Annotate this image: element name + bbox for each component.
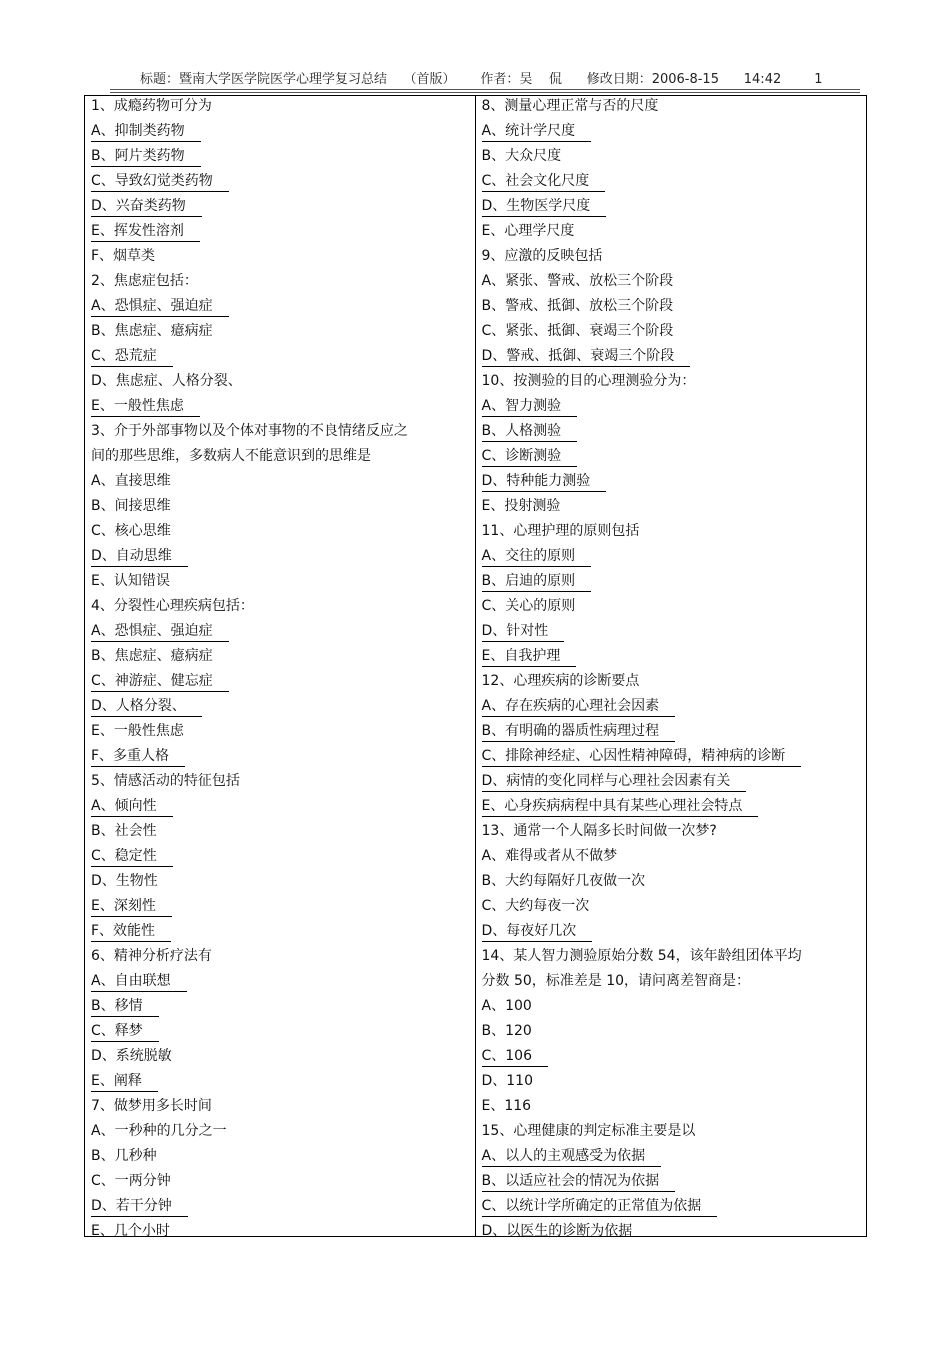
answer-option-marked [482, 921, 867, 946]
answer-option-marked [482, 771, 867, 796]
line-text: A、紧张、警戒、放松三个阶段 [481, 273, 674, 289]
line-text: 10、按测验的目的心理测验分为： [481, 373, 696, 389]
line-text: E、自我护理 [482, 646, 577, 667]
answer-option [482, 1096, 867, 1121]
line-text: D、特种能力测验 [482, 471, 607, 492]
line-text: 2、焦虑症包括： [91, 273, 198, 289]
line-text: A、恐惧症、强迫症 [91, 296, 229, 317]
line-text: 15、心理健康的判定标准主要是以 [481, 1123, 696, 1139]
answer-option [91, 521, 475, 546]
answer-option-marked [91, 1196, 475, 1221]
line-text: B、警戒、抵御、放松三个阶段 [481, 298, 674, 314]
answer-option-marked [91, 171, 475, 196]
line-text: B、阿片类药物 [91, 146, 201, 167]
line-text: C、紧张、抵御、衰竭三个阶段 [481, 323, 674, 339]
answer-option-marked [91, 346, 475, 371]
answer-option-marked [91, 996, 475, 1021]
line-text: 1、成瘾药物可分为 [91, 98, 212, 114]
line-text: B、社会性 [91, 823, 157, 839]
answer-option [91, 871, 475, 896]
answer-option-marked [91, 846, 475, 871]
answer-option [482, 971, 867, 996]
line-text: E、一般性焦虑 [91, 396, 200, 417]
answer-option-marked [482, 546, 867, 571]
line-text: 7、做梦用多长时间 [91, 1098, 212, 1114]
line-text: B、大众尺度 [481, 148, 562, 164]
line-text: C、排除神经症、心因性精神障碍，精神病的诊断 [482, 746, 802, 767]
answer-option-marked [91, 896, 475, 921]
answer-option-marked [91, 971, 475, 996]
line-text: 5、情感活动的特征包括 [91, 773, 240, 789]
answer-option-marked [91, 921, 475, 946]
answer-option-marked [91, 1021, 475, 1046]
answer-option [91, 371, 475, 396]
line-text: 6、精神分析疗法有 [91, 948, 212, 964]
answer-option [91, 721, 475, 746]
line-text: D、生物医学尺度 [482, 196, 607, 217]
line-text: D、警戒、抵御、衰竭三个阶段 [482, 346, 691, 367]
line-text: D、110 [481, 1073, 534, 1089]
right-column [476, 96, 867, 1239]
line-text: E、阐释 [91, 1071, 158, 1092]
line-text: D、焦虑症、人格分裂、 [91, 373, 242, 389]
line-text: B、焦虑症、癔病症 [91, 648, 213, 664]
answer-option [482, 996, 867, 1021]
line-text: B、120 [481, 1023, 532, 1039]
answer-option [91, 821, 475, 846]
answer-option-marked [91, 396, 475, 421]
line-text: B、焦虑症、癔病症 [91, 323, 213, 339]
line-text: D、兴奋类药物 [91, 196, 202, 217]
question-line [482, 1121, 867, 1146]
line-text: B、移情 [91, 996, 159, 1017]
question-table [84, 95, 867, 1237]
question-line [482, 521, 867, 546]
line-text: C、释梦 [91, 1021, 159, 1042]
line-text: C、核心思维 [91, 523, 171, 539]
question-line [91, 271, 475, 296]
line-text: D、针对性 [482, 621, 565, 642]
answer-option-marked [482, 1196, 867, 1221]
line-text: A、自由联想 [91, 971, 187, 992]
line-text: D、生物性 [91, 873, 158, 889]
answer-option-marked [91, 296, 475, 321]
line-text: 13、通常一个人隔多长时间做一次梦? [481, 823, 717, 839]
answer-option [91, 321, 475, 346]
line-text: E、116 [481, 1098, 532, 1114]
line-text: A、100 [481, 998, 532, 1014]
line-text: A、抑制类药物 [91, 121, 201, 142]
line-text: C、一两分钟 [91, 1173, 171, 1189]
answer-option-marked [482, 721, 867, 746]
answer-option-marked [91, 1071, 475, 1096]
answer-option-marked [91, 221, 475, 246]
answer-option-marked [482, 1171, 867, 1196]
answer-option [91, 1171, 475, 1196]
line-text: A、交往的原则 [482, 546, 592, 567]
answer-option-marked [482, 1146, 867, 1171]
answer-option [91, 496, 475, 521]
line-text: C、社会文化尺度 [482, 171, 606, 192]
header-rule [110, 89, 860, 90]
question-line [91, 1096, 475, 1121]
line-text: 14、某人智力测验原始分数 54，该年龄组团体平均 [481, 948, 802, 964]
line-text: E、心理学尺度 [481, 223, 575, 239]
line-text: E、投射测验 [481, 498, 561, 514]
answer-option-marked [482, 746, 867, 771]
answer-option [482, 596, 867, 621]
line-text: C、大约每夜一次 [481, 898, 590, 914]
line-text: C、关心的原则 [481, 598, 576, 614]
line-text: A、智力测验 [482, 396, 578, 417]
line-text: A、倾向性 [91, 796, 173, 817]
line-text: C、稳定性 [91, 846, 173, 867]
line-text: C、以统计学所确定的正常值为依据 [482, 1196, 718, 1217]
line-text: B、人格测验 [482, 421, 578, 442]
line-text: A、直接思维 [91, 473, 171, 489]
answer-option-marked [482, 1046, 867, 1071]
line-text: E、认知错误 [91, 573, 170, 589]
answer-option-marked [482, 621, 867, 646]
line-text: A、存在疾病的心理社会因素 [482, 696, 676, 717]
question-line [91, 771, 475, 796]
line-text: D、以医生的诊断为依据 [481, 1223, 633, 1239]
answer-option [91, 1121, 475, 1146]
line-text: D、系统脱敏 [91, 1048, 172, 1064]
question-line [91, 421, 475, 446]
left-column [85, 96, 476, 1239]
answer-option [91, 1046, 475, 1071]
question-line [91, 596, 475, 621]
answer-option-marked [91, 546, 475, 571]
answer-option-marked [91, 196, 475, 221]
answer-option [91, 1146, 475, 1171]
header-author: 作者：吴 侃 [480, 72, 562, 87]
answer-option [482, 321, 867, 346]
line-text: E、几个小时 [91, 1223, 170, 1239]
question-line [482, 246, 867, 271]
question-line [91, 96, 475, 121]
line-text: B、以适应社会的情况为依据 [482, 1171, 676, 1192]
line-text: F、多重人格 [91, 746, 185, 767]
answer-option-marked [91, 146, 475, 171]
answer-option [91, 246, 475, 271]
line-text: A、恐惧症、强迫症 [91, 621, 229, 642]
line-text: C、106 [482, 1046, 549, 1067]
answer-option [482, 871, 867, 896]
answer-option-marked [482, 421, 867, 446]
answer-option-marked [482, 796, 867, 821]
page-header [140, 68, 823, 87]
answer-option-marked [482, 171, 867, 196]
line-text: B、有明确的器质性病理过程 [482, 721, 676, 742]
answer-option [482, 846, 867, 871]
answer-option [482, 496, 867, 521]
header-date: 修改日期：2006-8-15 [586, 72, 719, 87]
line-text: E、深刻性 [91, 896, 172, 917]
line-text: B、大约每隔好几夜做一次 [481, 873, 646, 889]
line-text: D、病情的变化同样与心理社会因素有关 [482, 771, 747, 792]
answer-option [482, 1071, 867, 1096]
line-text: D、每夜好几次 [482, 921, 593, 942]
answer-option [482, 1221, 867, 1246]
answer-option [482, 271, 867, 296]
line-text: B、间接思维 [91, 498, 171, 514]
header-edition: （首版） [403, 72, 456, 87]
line-text: D、人格分裂、 [91, 696, 202, 717]
question-line [482, 96, 867, 121]
answer-option-marked [482, 121, 867, 146]
line-text: A、统计学尺度 [482, 121, 592, 142]
line-text: 间的那些思维，多数病人不能意识到的思维是 [91, 448, 371, 464]
line-text: 11、心理护理的原则包括 [481, 523, 640, 539]
header-time: 14:42 [743, 72, 782, 87]
answer-option-marked [91, 121, 475, 146]
line-text: D、若干分钟 [91, 1196, 188, 1217]
line-text: E、挥发性溶剂 [91, 221, 200, 242]
answer-option-marked [482, 346, 867, 371]
line-text: A、难得或者从不做梦 [481, 848, 618, 864]
answer-option [482, 1021, 867, 1046]
line-text: C、神游症、健忘症 [91, 671, 229, 692]
line-text: D、自动思维 [91, 546, 188, 567]
question-line [482, 671, 867, 696]
answer-option-marked [482, 646, 867, 671]
question-line [482, 946, 867, 971]
answer-option-marked [91, 796, 475, 821]
answer-option-marked [91, 621, 475, 646]
line-text: B、启迪的原则 [482, 571, 592, 592]
line-text: E、一般性焦虑 [91, 723, 184, 739]
answer-option [91, 471, 475, 496]
answer-option [91, 646, 475, 671]
line-text: F、效能性 [91, 921, 171, 942]
line-text: A、一秒种的几分之一 [91, 1123, 227, 1139]
answer-option-marked [91, 746, 475, 771]
answer-option [482, 146, 867, 171]
question-line [482, 371, 867, 396]
header-title: 标题：暨南大学医学院医学心理学复习总结 [140, 72, 388, 87]
answer-option [482, 221, 867, 246]
line-text: 分数 50，标准差是 10，请问离差智商是： [481, 973, 751, 989]
line-text: 8、测量心理正常与否的尺度 [481, 98, 659, 114]
answer-option-marked [482, 396, 867, 421]
answer-option-marked [482, 696, 867, 721]
line-text: 3、介于外部事物以及个体对事物的不良情绪反应之 [91, 423, 408, 439]
line-text: E、心身疾病病程中具有某些心理社会特点 [482, 796, 759, 817]
line-text: C、诊断测验 [482, 446, 578, 467]
answer-option-marked [91, 671, 475, 696]
answer-option-marked [482, 196, 867, 221]
line-text: C、恐荒症 [91, 346, 173, 367]
answer-option-marked [91, 696, 475, 721]
answer-option [91, 571, 475, 596]
question-line [91, 946, 475, 971]
line-text: F、烟草类 [91, 248, 156, 264]
answer-option-marked [482, 471, 867, 496]
question-line [482, 821, 867, 846]
answer-option [482, 896, 867, 921]
header-rule [110, 92, 860, 93]
line-text: 12、心理疾病的诊断要点 [481, 673, 640, 689]
line-text: B、几秒种 [91, 1148, 157, 1164]
line-text: 4、分裂性心理疾病包括： [91, 598, 254, 614]
header-page-number: 1 [814, 72, 823, 87]
answer-option-marked [482, 446, 867, 471]
answer-option [91, 446, 475, 471]
answer-option [482, 296, 867, 321]
line-text: C、导致幻觉类药物 [91, 171, 229, 192]
answer-option-marked [482, 571, 867, 596]
line-text: 9、应激的反映包括 [481, 248, 603, 264]
answer-option [91, 1221, 475, 1246]
line-text: A、以人的主观感受为依据 [482, 1146, 662, 1167]
